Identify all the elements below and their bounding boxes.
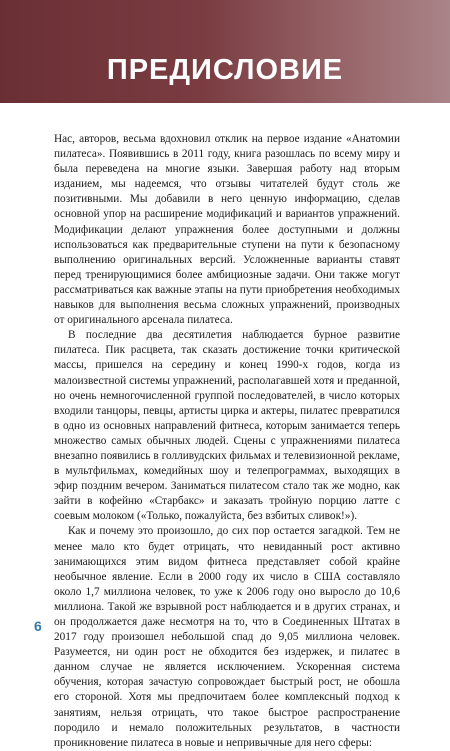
paragraph-3: Как и почему это произошло, до сих пор остается загадкой. Тем не менее мало кто будет отрицать, что невиданный рост активно занимающихся этим видом фитнеса представляет собой крайне необычное явление. Если в 2000 году их число в США составляло около 1,7 миллиона человек, то уже к 2006 году оно выросло до 10,6 миллиона. Такой же взрывной рост наблюдается и в других странах, и он продолжается даже несмотря на то, что в Соединенных Штатах в 2017 году произошел небольшой спад до 9,05 миллиона человек. Разумеется, ни один рост не обходится без издержек, и пилатес в данном случае не является исключением. Ускоренная система обучения, которая зачастую сопровождает быстрый рост, не обошла его стороной. Хотя мы предпочитаем более комплексный подход к занятиям, нельзя отрицать, что такое быстрое распространение породило и немало положительных результатов, в частности проникновение пилатеса в новые и непривычные для него сферы:	[54, 525, 400, 749]
page-number: 6	[34, 618, 42, 634]
chapter-title: ПРЕДИСЛОВИЕ	[106, 54, 344, 86]
paragraph-1: Нас, авторов, весьма вдохновил отклик на первое издание «Анатомии пилатеса». Появившись в 2011 году, книга разошлась по всему миру и была переведена на многие языки. Завершая работу над вторым изданием, мы надеемся, что отзывы читателей будут столь же позитивными. Мы добавили в него ценную информацию, сделав основной упор на расширение модификаций и вариантов упражнений. Модификации делают упражнения более доступными и должны использоваться как предварительные ступени на пути к безопасному выполнению оригинальных версий. Усложненные варианты ставят перед тренирующимися более амбициозные задачи. Они также могут рассматриваться как важные этапы на пути приобретения необходимых навыков для выполнения весьма сложных упражнений, производных от оригинального арсенала пилатеса.	[54, 133, 400, 327]
body-text	[54, 132, 400, 751]
paragraph-2: В последние два десятилетия наблюдается бурное развитие пилатеса. Пик расцвета, так сказать достижение точки критической массы, пришелся на середину и конец 1990-х годов, когда из малоизвестной системы упражнений, располагавшей хотя и преданной, но очень немногочисленной группой последователей, в число которых входили танцоры, певцы, артисты цирка и актеры, пилатес превратился в одно из основных направлений фитнеса, которым занимается теперь множество самых обычных людей. Сцены с упражнениями пилатеса внезапно появились в голливудских фильмах и телевизионной рекламе, в мультфильмах, комедийных шоу и телепрограммах, выходящих в эфир поздним вечером. Заниматься пилатесом стало так же модно, как зайти в кофейню «Старбакс» и заказать тройную порцию латте с соевым молоком («Только, пожалуйста, без взбитых сливок!»).	[54, 329, 400, 523]
chapter-header-banner	[0, 0, 450, 103]
